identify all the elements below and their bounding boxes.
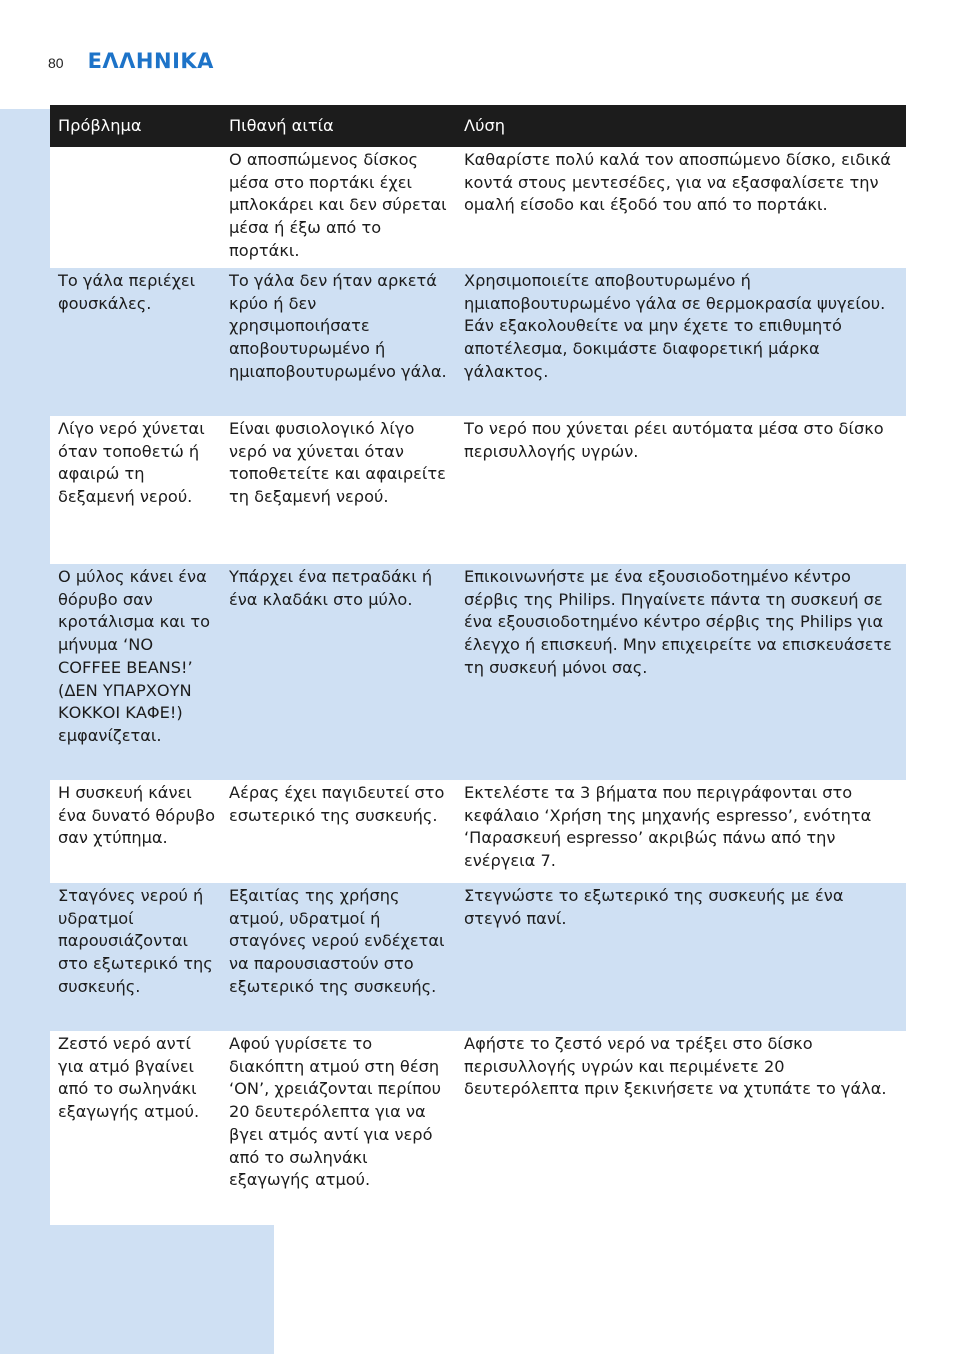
- solution-cell: Επικοινωνήστε με ένα εξουσιοδοτημένο κέντρο σέρβις της Philips. Πηγαίνετε πάντα τη συσκευή σε ένα εξουσιοδοτημένο κέντρο σέρβις της Philips για έλεγχο ή επισκευή. Μην επιχειρείτε να επισκευάσετε τη συσκευή μόνοι σας.: [456, 564, 906, 780]
- cause-cell: Υπάρχει ένα πετραδάκι ή ένα κλαδάκι στο μύλο.: [221, 564, 456, 780]
- table-row: [50, 416, 906, 564]
- solution-cell: Εκτελέστε τα 3 βήματα που περιγράφονται στο κεφάλαιο ‘Χρήση της μηχανής espresso’, ενότητα ‘Παρασκευή espresso’ ακριβώς πάνω από την ενέργεια 7.: [456, 780, 906, 883]
- page-number: 80: [48, 54, 64, 71]
- table-row: [50, 883, 906, 1031]
- cause-cell: Είναι φυσιολογικό λίγο νερό να χύνεται όταν τοποθετείτε και αφαιρείτε τη δεξαμενή νερού.: [221, 416, 456, 564]
- problem-cell: Σταγόνες νερού ή υδρατμοί παρουσιάζονται στο εξωτερικό της συσκευής.: [50, 883, 221, 1031]
- solution-cell: Καθαρίστε πολύ καλά τον αποσπώμενο δίσκο, ειδικά κοντά στους μεντεσέδες, για να εξασφαλίσετε την ομαλή είσοδο και έξοδό του από το πορτάκι.: [456, 147, 906, 268]
- problem-cell: Ο μύλος κάνει ένα θόρυβο σαν κροτάλισμα και το μήνυμα ‘NO COFFEE BEANS!’ (ΔΕΝ ΥΠΑΡΧΟΥΝ ΚΟΚΚΟΙ ΚΑΦΕ!) εμφανίζεται.: [50, 564, 221, 780]
- solution-cell: Χρησιμοποιείτε αποβουτυρωμένο ή ημιαποβουτυρωμένο γάλα σε θερμοκρασία ψυγείου. Εάν εξακολουθείτε να μην έχετε το επιθυμητό αποτέλεσμα, δοκιμάστε διαφορετική μάρκα γάλακτος.: [456, 268, 906, 416]
- solution-cell: Αφήστε το ζεστό νερό να τρέξει στο δίσκο περισυλλογής υγρών και περιμένετε 20 δευτερόλεπτα πριν ξεκινήσετε να χτυπάτε το γάλα.: [456, 1031, 906, 1225]
- section-language-title: ΕΛΛΗΝΙΚΑ: [87, 49, 214, 73]
- table-body: [50, 147, 906, 1225]
- header-cause: Πιθανή αιτία: [221, 105, 456, 147]
- table-row: [50, 147, 906, 268]
- cause-cell: Αφού γυρίσετε το διακόπτη ατμού στη θέση ‘ON’, χρειάζονται περίπου 20 δευτερόλεπτα για να βγει ατμός αντί για νερό από το σωληνάκι εξαγωγής ατμού.: [221, 1031, 456, 1225]
- table-row: [50, 1031, 906, 1225]
- problem-cell: Λίγο νερό χύνεται όταν τοποθετώ ή αφαιρώ τη δεξαμενή νερού.: [50, 416, 221, 564]
- header-solution: Λύση: [456, 105, 906, 147]
- cause-cell: Αέρας έχει παγιδευτεί στο εσωτερικό της συσκευής.: [221, 780, 456, 883]
- problem-cell: Η συσκευή κάνει ένα δυνατό θόρυβο σαν χτύπημα.: [50, 780, 221, 883]
- table-header: [50, 105, 906, 147]
- cause-cell: Εξαιτίας της χρήσης ατμού, υδρατμοί ή σταγόνες νερού ενδέχεται να παρουσιαστούν στο εξωτερικό της συσκευής.: [221, 883, 456, 1031]
- header-row: [50, 105, 906, 147]
- problem-cell: Το γάλα περιέχει φουσκάλες.: [50, 268, 221, 416]
- table-row: [50, 268, 906, 416]
- solution-cell: Το νερό που χύνεται ρέει αυτόματα μέσα στο δίσκο περισυλλογής υγρών.: [456, 416, 906, 564]
- cause-cell: Το γάλα δεν ήταν αρκετά κρύο ή δεν χρησιμοποιήσατε αποβουτυρωμένο ή ημιαποβουτυρωμένο γάλα.: [221, 268, 456, 416]
- problem-cell: [50, 147, 221, 268]
- troubleshooting-table: [50, 105, 906, 1225]
- solution-cell: Στεγνώστε το εξωτερικό της συσκευής με ένα στεγνό πανί.: [456, 883, 906, 1031]
- page-header: [48, 44, 214, 78]
- problem-cell: Ζεστό νερό αντί για ατμό βγαίνει από το σωληνάκι εξαγωγής ατμού.: [50, 1031, 221, 1225]
- header-problem: Πρόβλημα: [50, 105, 221, 147]
- cause-cell: Ο αποσπώμενος δίσκος μέσα στο πορτάκι έχει μπλοκάρει και δεν σύρεται μέσα ή έξω από το πορτάκι.: [221, 147, 456, 268]
- table-row: [50, 780, 906, 883]
- table-row: [50, 564, 906, 780]
